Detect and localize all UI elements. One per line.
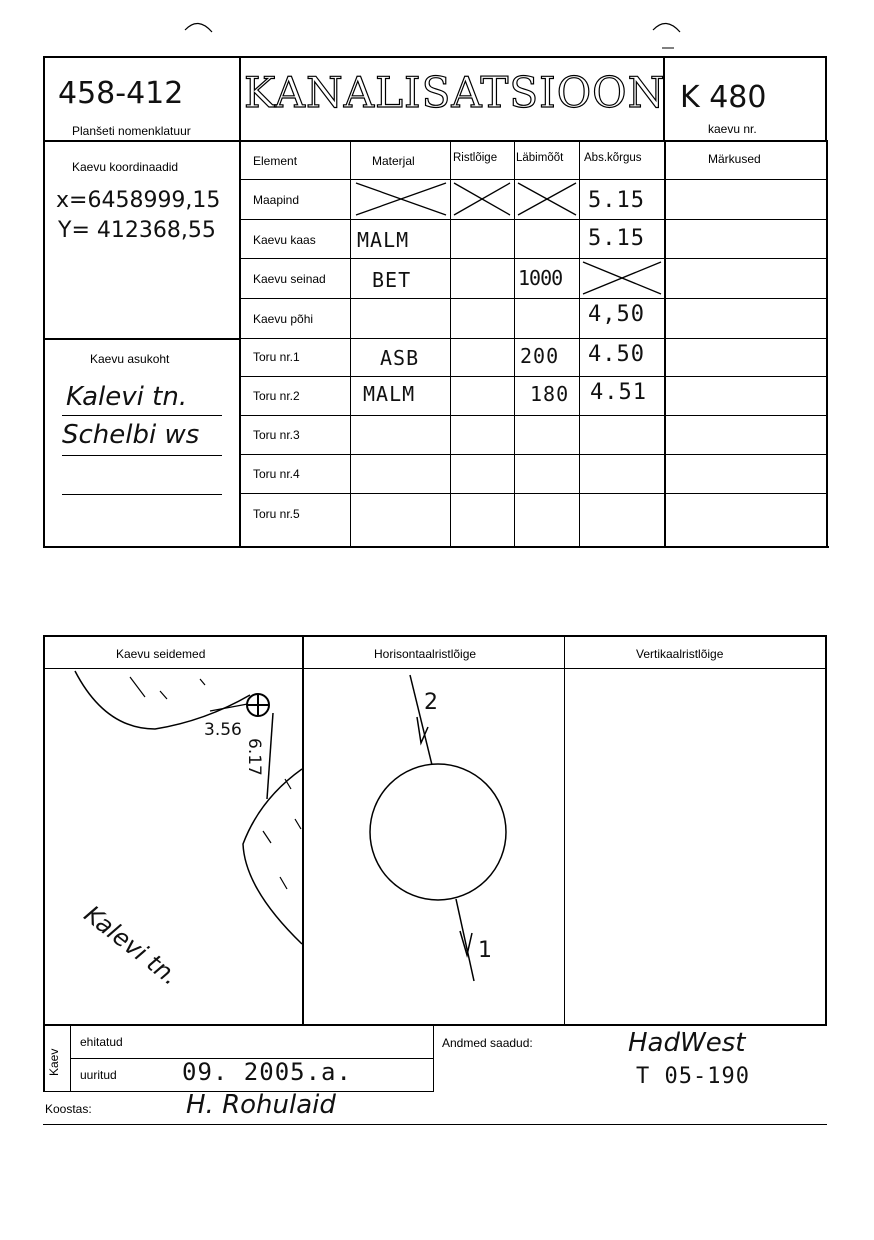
table-row-label: Maapind — [253, 193, 300, 207]
cell-elevation: 4.51 — [590, 380, 647, 405]
well-number-label: kaevu nr. — [708, 122, 757, 136]
cell-diameter: 180 — [530, 382, 570, 406]
coordinates-label: Kaevu koordinaadid — [72, 160, 179, 174]
panel-vertical-title: Vertikaalristlõige — [636, 647, 724, 661]
location-line-2: Schelbi ws — [62, 420, 200, 450]
panel-ties-title: Kaevu seidemed — [116, 647, 206, 661]
header-elevation: Abs.kõrgus — [584, 152, 642, 164]
cell-material: ASB — [380, 346, 420, 370]
compiled-label: Koostas: — [45, 1102, 92, 1116]
table-row-label: Toru nr.2 — [253, 389, 300, 403]
header-diameter: Läbimõõt — [516, 152, 564, 164]
table-row-label: Kaevu seinad — [253, 272, 326, 286]
cell-diameter: 200 — [520, 344, 560, 368]
kaev-label: Kaev — [47, 1048, 61, 1076]
pipe-outlet-label: 1 — [478, 938, 492, 963]
tie-measure-2: 6.17 — [244, 738, 264, 776]
data-source-code: T 05-190 — [636, 1064, 750, 1089]
location-line-1: Kalevi tn. — [66, 382, 188, 412]
location-label: Kaevu asukoht — [90, 352, 170, 366]
plansheet-value: 458-412 — [58, 76, 184, 111]
not-applicable-cross-mark — [579, 258, 665, 298]
table-row-label: Kaevu kaas — [253, 233, 316, 247]
built-label: ehitatud — [80, 1035, 123, 1049]
page-title: KANALISATSIOON — [244, 68, 666, 117]
coordinate-x: x=6458999,15 — [56, 188, 221, 213]
header-material: Materjal — [372, 154, 415, 168]
location-underline-3 — [62, 494, 222, 495]
panel-horizontal-title: Horisontaalristlõige — [374, 647, 477, 661]
pipe-inlet-label: 2 — [424, 690, 438, 715]
location-underline-1 — [62, 415, 222, 416]
data-source-value: HadWest — [628, 1028, 746, 1058]
not-applicable-cross-marks — [350, 179, 580, 219]
table-row-label: Toru nr.4 — [253, 467, 300, 481]
data-source-label: Andmed saadud: — [442, 1036, 533, 1050]
manhole-symbol-icon — [244, 691, 272, 719]
punch-hole-mark-left — [180, 14, 220, 38]
coordinate-y: Y= 412368,55 — [58, 218, 216, 243]
header-notes: Märkused — [708, 152, 761, 166]
tie-measure-1: 3.56 — [204, 720, 242, 740]
compiled-value: H. Rohulaid — [186, 1090, 336, 1120]
cell-elevation: 5.15 — [588, 188, 645, 213]
surveyed-label: uuritud — [80, 1068, 117, 1082]
horizontal-section-sketch — [304, 669, 564, 1024]
surveyed-value: 09. 2005.a. — [182, 1058, 352, 1086]
cell-elevation: 4,50 — [588, 302, 645, 327]
punch-hole-mark-right — [648, 14, 688, 54]
plansheet-label: Planšeti nomenklatuur — [72, 124, 191, 138]
table-row-label: Toru nr.1 — [253, 350, 300, 364]
header-element: Element — [253, 154, 298, 168]
location-underline-2 — [62, 455, 222, 456]
table-row-label: Kaevu põhi — [253, 312, 314, 326]
table-row-label: Toru nr.3 — [253, 428, 300, 442]
well-number-value: K 480 — [680, 80, 767, 115]
cell-elevation: 4.50 — [588, 342, 645, 367]
cell-material: BET — [372, 268, 412, 292]
cell-diameter: 1000 — [518, 266, 563, 290]
table-row-label: Toru nr.5 — [253, 507, 300, 521]
cell-material: MALM — [357, 228, 410, 252]
cell-elevation: 5.15 — [588, 226, 645, 251]
header-cross-section: Ristlõige — [453, 152, 498, 164]
cell-material: MALM — [363, 382, 416, 406]
street-label: Kalevi tn. — [78, 900, 185, 991]
